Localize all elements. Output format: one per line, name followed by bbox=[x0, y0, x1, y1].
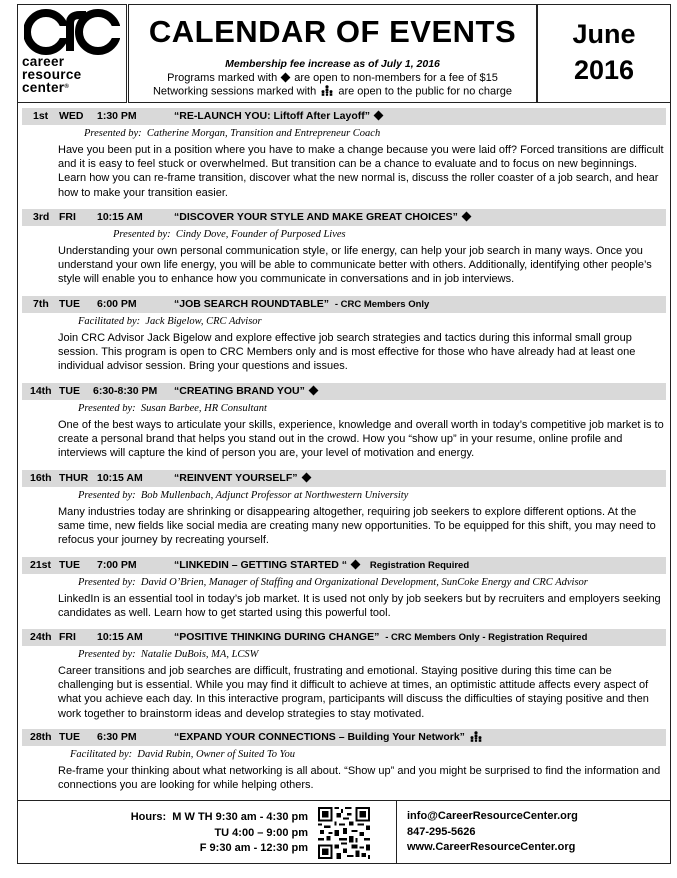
diamond-icon bbox=[461, 212, 471, 222]
event-time: 10:15 AM bbox=[97, 211, 143, 223]
logo-wordmark bbox=[22, 55, 126, 94]
people-network-icon bbox=[321, 85, 333, 96]
hours-line-2: TU 4:00 – 9:00 pm bbox=[214, 826, 308, 839]
event-title: “LINKEDIN – GETTING STARTED “ Registration Required bbox=[174, 559, 470, 571]
event-date: 16th bbox=[30, 472, 52, 484]
crc-logo bbox=[17, 4, 127, 103]
diamond-icon bbox=[301, 473, 311, 483]
event-title: “POSITIVE THINKING DURING CHANGE” - CRC Members Only - Registration Required bbox=[174, 631, 588, 643]
event-presenter: Presented by: Susan Barbee, HR Consultant bbox=[78, 403, 267, 414]
event-title: “RE-LAUNCH YOU: Liftoff After Layoff” bbox=[174, 108, 387, 125]
events-list bbox=[17, 103, 671, 800]
event-date: 1st bbox=[33, 110, 49, 122]
event-presenter: Facilitated by: Jack Bigelow, CRC Advisor bbox=[78, 316, 262, 327]
event-access-note: - CRC Members Only bbox=[334, 299, 430, 310]
hours-line-1: Hours: M W TH 9:30 am - 4:30 pm bbox=[130, 811, 308, 823]
event-description: One of the best ways to articulate your skills, experience, knowledge and overall worth in today’s competitive job market is to create a personal brand that helps you stand out in the crowd. How you “show up” in your resume, online profile and interviews will capture the kind of person you are, your level of motivation and energy. bbox=[58, 419, 664, 460]
office-hours bbox=[18, 810, 308, 857]
event-description: Understanding your own personal communication style, or life energy, can help your job search in many ways. Once you understand your own life energy, you will be able to communicate better with others. Additionally, identifying other people’s style will enable you to enhance how you communicate in conversations and in job interviews. bbox=[58, 245, 652, 286]
event-header-bar bbox=[22, 470, 666, 487]
people-network-icon bbox=[470, 731, 482, 742]
event-title: “JOB SEARCH ROUNDTABLE” - CRC Members Only bbox=[174, 298, 430, 310]
event-time: 1:30 PM bbox=[97, 110, 137, 122]
networking-note: Networking sessions marked with are open to the public for no charge bbox=[152, 85, 513, 98]
event-header-bar bbox=[22, 383, 666, 400]
programs-note: Programs marked with are open to non-members for a fee of $15 bbox=[167, 72, 498, 84]
diamond-icon bbox=[308, 386, 318, 396]
event-date: 28th bbox=[30, 731, 52, 743]
page-footer bbox=[17, 800, 671, 864]
event-presenter: Presented by: David O’Brien, Manager of Staffing and Organizational Development, SunCoke Energy and CRC Advisor bbox=[78, 577, 588, 588]
hours-line-3: F 9:30 am - 12:30 pm bbox=[199, 842, 308, 854]
event-description: Have you been put in a position where you have to make a change because you were laid off? Forced transitions are difficult and it is easy to feel stuck or overwhelmed. But transition can be a chance to evaluate and to focus on new beginnings. Learn how you can re-frame transition, discover what the new normal is, discuss the roller coaster of a job search, and hear how to make your transition easier. bbox=[58, 144, 664, 199]
event-day: FRI bbox=[59, 631, 76, 643]
logo-line-2: resource bbox=[22, 67, 82, 82]
event-day: FRI bbox=[59, 211, 76, 223]
event-header-bar bbox=[22, 557, 666, 574]
event-time: 7:00 PM bbox=[97, 559, 137, 571]
event-description: LinkedIn is an essential tool in today’s job market. It is used not only by job seekers but by recruiters and employers seeking candidates as well. Learn how to get started using this powerful tool. bbox=[58, 593, 661, 620]
event-title: “REINVENT YOURSELF” bbox=[174, 470, 315, 487]
crc-logo-mark-icon bbox=[24, 9, 120, 55]
event-description: Many industries today are shrinking or disappearing altogether, requiring job seekers to explore different options. At the same time, new fields like social media are creating many new opportunities. To be equipped for this shift, you may need to refocus your journey by recreating yourself. bbox=[58, 506, 656, 547]
website-link[interactable]: www.CareerResourceCenter.org bbox=[407, 841, 576, 853]
event-title: “EXPAND YOUR CONNECTIONS – Building Your Network” bbox=[174, 729, 484, 746]
event-presenter: Presented by: Cindy Dove, Founder of Purposed Lives bbox=[113, 229, 346, 240]
event-date: 3rd bbox=[33, 211, 50, 223]
diamond-icon bbox=[281, 73, 291, 83]
event-header-bar bbox=[22, 209, 666, 226]
event-date: 7th bbox=[33, 298, 49, 310]
event-title: “DISCOVER YOUR STYLE AND MAKE GREAT CHOICES” bbox=[174, 209, 475, 226]
event-presenter: Presented by: Bob Mullenbach, Adjunct Professor at Northwestern University bbox=[78, 490, 409, 501]
event-description: Join CRC Advisor Jack Bigelow and explore effective job search strategies and tactics during this informal small group session. This program is open to CRC Members only and is most effective for those who have already had at least one individual advisor session. Bring your questions and issues. bbox=[58, 332, 636, 373]
phone-number: 847-295-5626 bbox=[407, 825, 476, 838]
event-date: 14th bbox=[30, 385, 52, 397]
event-presenter: Facilitated by: David Rubin, Owner of Suited To You bbox=[70, 749, 295, 760]
event-time: 6:30 PM bbox=[97, 731, 137, 743]
event-day: TUE bbox=[59, 385, 80, 397]
event-time: 10:15 AM bbox=[97, 472, 143, 484]
year-label: 2016 bbox=[573, 55, 635, 85]
event-header-bar bbox=[22, 729, 666, 746]
event-header-bar bbox=[22, 629, 666, 646]
event-day: TUE bbox=[59, 559, 80, 571]
month-label: June bbox=[572, 19, 636, 49]
page-title: CALENDAR OF EVENTS bbox=[148, 14, 517, 49]
title-box bbox=[128, 4, 537, 103]
event-time: 10:15 AM bbox=[97, 631, 143, 643]
event-access-note: - CRC Members Only - Registration Required bbox=[385, 632, 588, 643]
event-description: Re-frame your thinking about what networking is all about. “Show up” and you might be surprised to find the information and connections you are looking for while helping others. bbox=[58, 765, 661, 792]
month-box bbox=[537, 4, 671, 103]
event-day: TUE bbox=[59, 298, 80, 310]
event-day: THUR bbox=[59, 472, 89, 484]
event-access-note: Registration Required bbox=[369, 560, 470, 571]
event-title: “CREATING BRAND YOU” bbox=[174, 383, 322, 400]
qr-code-icon bbox=[318, 807, 370, 859]
logo-line-1: career bbox=[22, 54, 65, 69]
event-description: Career transitions and job searches are difficult, frustrating and emotional. Staying positive during this time can be challenging but is essential. While you may find it difficult to achieve at times, an optimistic attitude affects every aspect of what you achieve each day. In this interactive program, participants will discuss the difficulties of staying positive and then work together to brainstorm ideas and develop strategies to stay motivated. bbox=[58, 665, 649, 720]
event-header-bar bbox=[22, 296, 666, 313]
event-date: 24th bbox=[30, 631, 52, 643]
fee-notice: Membership fee increase as of July 1, 2016 bbox=[225, 58, 440, 70]
event-time: 6:00 PM bbox=[97, 298, 137, 310]
event-date: 21st bbox=[30, 559, 52, 571]
email-link[interactable]: info@CareerResourceCenter.org bbox=[407, 810, 578, 822]
diamond-icon bbox=[374, 111, 384, 121]
event-day: WED bbox=[59, 110, 84, 122]
logo-line-3: center® bbox=[22, 80, 70, 95]
page-header bbox=[0, 0, 677, 104]
event-time: 6:30-8:30 PM bbox=[93, 385, 158, 397]
event-day: TUE bbox=[59, 731, 80, 743]
event-header-bar bbox=[22, 108, 666, 125]
contact-info bbox=[396, 801, 578, 863]
event-presenter: Presented by: Natalie DuBois, MA, LCSW bbox=[78, 649, 259, 660]
event-presenter: Presented by: Catherine Morgan, Transition and Entrepreneur Coach bbox=[84, 128, 381, 139]
diamond-icon bbox=[351, 560, 361, 570]
